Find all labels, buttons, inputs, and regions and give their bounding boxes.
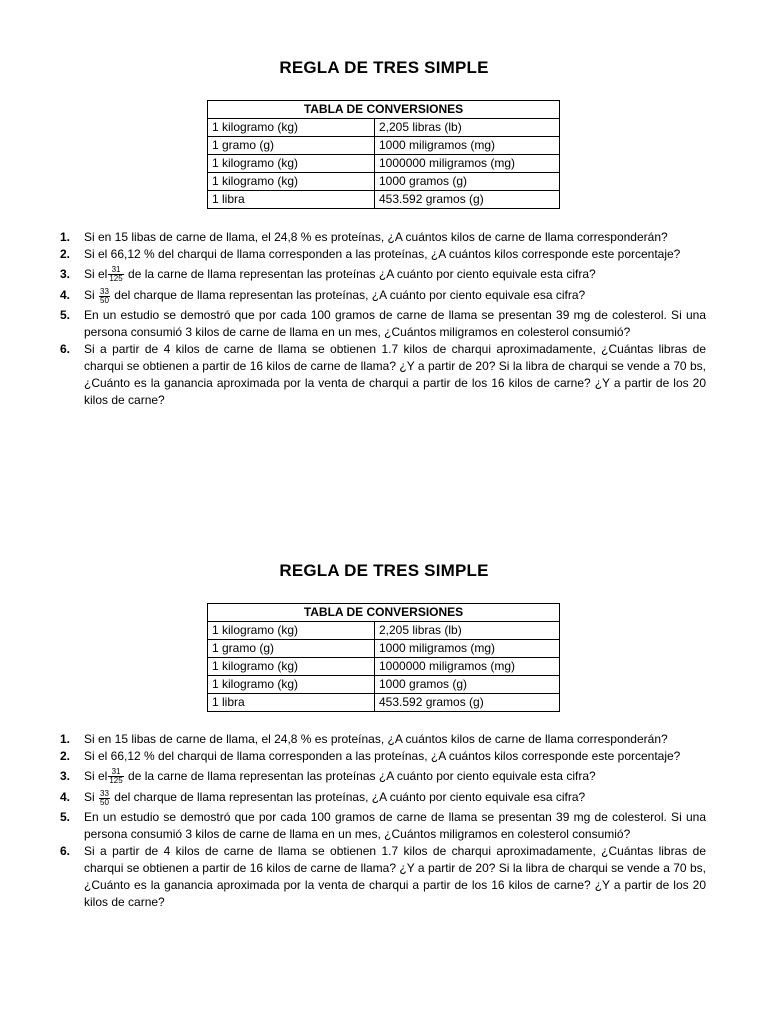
conversion-table bbox=[207, 603, 560, 712]
table-cell: 453.592 gramos (g) bbox=[375, 694, 560, 712]
list-item bbox=[60, 341, 706, 409]
fraction-denominator: 50 bbox=[100, 797, 109, 807]
question-text: Si a partir de 4 kilos de carne de llama se obtienen 1.7 kilos de charqui aproximadamente, ¿Cuántas libras de charqui se obtienen a partir de 16 kilos de carne de llama? ¿Y a partir de 20? Si la libra de charqui se vende a 70 bs, ¿Cuánto es la ganancia aproximada por la venta de charqui a partir de los 16 kilos de carne? ¿Y a partir de los 20 kilos de carne? bbox=[84, 843, 706, 909]
fraction-denominator: 50 bbox=[100, 295, 109, 305]
table-row bbox=[208, 119, 560, 137]
question-text-post: de la carne de llama representan las proteínas ¿A cuánto por ciento equivale esta cifra? bbox=[128, 267, 596, 281]
list-item bbox=[60, 731, 706, 748]
fraction-numerator: 33 bbox=[100, 286, 109, 296]
question-text: En un estudio se demostró que por cada 100 gramos de carne de llama se presentan 39 mg de colesterol. Si una persona consumió 3 kilos de carne de llama en un mes, ¿Cuántos miligramos en colesterol consumió? bbox=[84, 307, 706, 339]
table-cell: 1 kilogramo (kg) bbox=[208, 155, 375, 173]
question-number: 3. bbox=[60, 267, 71, 281]
conversion-table bbox=[207, 100, 560, 209]
list-item bbox=[60, 789, 706, 806]
question-number: 4. bbox=[60, 790, 71, 805]
list-item bbox=[60, 246, 706, 263]
table-row bbox=[208, 191, 560, 209]
fraction-numerator: 31 bbox=[108, 768, 123, 777]
list-item bbox=[60, 768, 706, 785]
question-list bbox=[60, 229, 706, 409]
question-text-pre: Si bbox=[84, 288, 95, 303]
question-text-pre: Si el bbox=[84, 769, 108, 783]
question-text-pre: Si el bbox=[84, 267, 108, 281]
question-number: 1. bbox=[60, 230, 71, 244]
table-row bbox=[208, 676, 560, 694]
table-cell: 1 libra bbox=[208, 191, 375, 209]
fraction-numerator: 33 bbox=[100, 788, 109, 798]
table-header: TABLA DE CONVERSIONES bbox=[208, 101, 560, 119]
table-header-row bbox=[208, 101, 560, 119]
table-cell: 2,205 libras (lb) bbox=[375, 119, 560, 137]
question-number: 6. bbox=[60, 341, 71, 356]
list-item bbox=[60, 843, 706, 911]
question-number: 5. bbox=[60, 307, 71, 322]
table-cell: 1 kilogramo (kg) bbox=[208, 119, 375, 137]
table-cell: 1000 miligramos (mg) bbox=[375, 137, 560, 155]
table-row bbox=[208, 173, 560, 191]
table-cell: 2,205 libras (lb) bbox=[375, 622, 560, 640]
table-cell: 1 kilogramo (kg) bbox=[208, 622, 375, 640]
table-header-row bbox=[208, 604, 560, 622]
page-title: REGLA DE TRES SIMPLE bbox=[279, 58, 489, 77]
table-row bbox=[208, 155, 560, 173]
table-cell: 1000 gramos (g) bbox=[375, 676, 560, 694]
fraction-denominator: 125 bbox=[109, 776, 123, 786]
table-row bbox=[208, 622, 560, 640]
question-text: Si en 15 libas de carne de llama, el 24,8 % es proteínas, ¿A cuántos kilos de carne de llama corresponderán? bbox=[84, 732, 668, 746]
question-text-post: del charque de llama representan las proteínas, ¿A cuánto por ciento equivale esa cifra? bbox=[114, 790, 586, 805]
question-number: 1. bbox=[60, 732, 71, 746]
question-number: 3. bbox=[60, 769, 71, 783]
question-text-post: del charque de llama representan las proteínas, ¿A cuánto por ciento equivale esa cifra? bbox=[114, 288, 586, 303]
table-header: TABLA DE CONVERSIONES bbox=[208, 604, 560, 622]
table-cell: 1 gramo (g) bbox=[208, 640, 375, 658]
question-text: En un estudio se demostró que por cada 100 gramos de carne de llama se presentan 39 mg de colesterol. Si una persona consumió 3 kilos de carne de llama en un mes, ¿Cuántos miligramos en colesterol consumió? bbox=[84, 809, 706, 841]
fraction-denominator: 125 bbox=[109, 274, 123, 284]
fraction bbox=[108, 768, 123, 785]
table-cell: 1 gramo (g) bbox=[208, 137, 375, 155]
table-cell: 1000 gramos (g) bbox=[375, 173, 560, 191]
question-text: Si en 15 libas de carne de llama, el 24,8 % es proteínas, ¿A cuántos kilos de carne de llama corresponderán? bbox=[84, 230, 668, 244]
question-text-pre: Si bbox=[84, 790, 95, 805]
question-list bbox=[60, 731, 706, 911]
table-cell: 453.592 gramos (g) bbox=[375, 191, 560, 209]
list-item bbox=[60, 307, 706, 341]
page-title: REGLA DE TRES SIMPLE bbox=[279, 561, 489, 580]
table-cell: 1 kilogramo (kg) bbox=[208, 676, 375, 694]
question-number: 6. bbox=[60, 843, 71, 858]
question-number: 5. bbox=[60, 809, 71, 824]
table-cell: 1000000 miligramos (mg) bbox=[375, 658, 560, 676]
table-row bbox=[208, 137, 560, 155]
list-item bbox=[60, 266, 706, 283]
question-number: 2. bbox=[60, 247, 71, 261]
table-cell: 1000 miligramos (mg) bbox=[375, 640, 560, 658]
table-cell: 1 kilogramo (kg) bbox=[208, 658, 375, 676]
list-item bbox=[60, 287, 706, 304]
list-item bbox=[60, 809, 706, 843]
question-text: Si a partir de 4 kilos de carne de llama se obtienen 1.7 kilos de charqui aproximadamente, ¿Cuántas libras de charqui se obtienen a partir de 16 kilos de carne de llama? ¿Y a partir de 20? Si la libra de charqui se vende a 70 bs, ¿Cuánto es la ganancia aproximada por la venta de charqui a partir de los 16 kilos de carne? ¿Y a partir de los 20 kilos de carne? bbox=[84, 341, 706, 407]
list-item bbox=[60, 748, 706, 765]
question-text-post: de la carne de llama representan las proteínas ¿A cuánto por ciento equivale esta cifra? bbox=[128, 769, 596, 783]
table-row bbox=[208, 694, 560, 712]
fraction bbox=[108, 266, 123, 283]
table-cell: 1000000 miligramos (mg) bbox=[375, 155, 560, 173]
question-text: Si el 66,12 % del charqui de llama corresponden a las proteínas, ¿A cuántos kilos corresponde este porcentaje? bbox=[84, 749, 681, 763]
fraction-numerator: 31 bbox=[108, 266, 123, 275]
fraction bbox=[99, 288, 110, 305]
table-cell: 1 kilogramo (kg) bbox=[208, 173, 375, 191]
question-number: 4. bbox=[60, 288, 71, 303]
list-item bbox=[60, 229, 706, 246]
table-row bbox=[208, 640, 560, 658]
question-text: Si el 66,12 % del charqui de llama corresponden a las proteínas, ¿A cuántos kilos corresponde este porcentaje? bbox=[84, 247, 681, 261]
question-number: 2. bbox=[60, 749, 71, 763]
table-row bbox=[208, 658, 560, 676]
table-cell: 1 libra bbox=[208, 694, 375, 712]
fraction bbox=[99, 790, 110, 807]
